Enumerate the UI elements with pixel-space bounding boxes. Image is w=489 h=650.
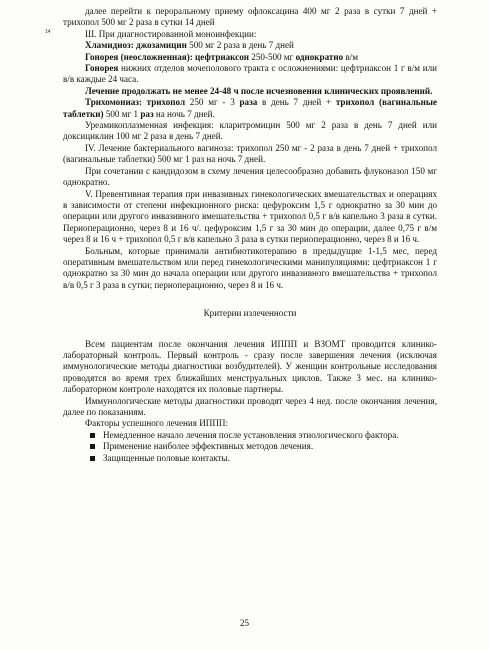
square-bullet-icon <box>90 456 95 461</box>
square-bullet-icon <box>90 444 95 449</box>
paragraph: далее перейти к пероральному приему офлоксацина 400 мг 2 раза в сутки 7 дней + трихопол 500 мг 2 раза в сутки 14 дней <box>63 6 437 28</box>
paragraph: V. Превентивная терапия при инвазивных гинекологических вмешательствах и операциях в зависимости от степени инфекционного риска: цефуроксим 1,5 г однократно за 30 мин до операции или другого инвазивного вмешательства + трихопол 0,5 г в/в капельно 3 раза в сутки. Периоперационно, через 8 и 16 ч/. цефуроксим 1,5 г за 30 мин до операции, далее 0,75 г в/м через 8 и 16 ч + трихопол 0,5 г в/в капельно 3 раза в сутки периоперационно, через 8 и 16 ч. <box>63 188 437 245</box>
page-number: 25 <box>239 618 250 628</box>
paragraph: Иммунологические методы диагностики проводят через 4 нед. после окончания лечения, далее по показаниям. <box>63 395 437 417</box>
bold-label: раз <box>140 108 154 119</box>
text-span: 500 мг 1 <box>103 108 141 119</box>
text-span: в/м <box>343 51 359 62</box>
section-heading: Критерии излеченности <box>203 308 297 319</box>
square-bullet-icon <box>90 433 95 438</box>
list-item-text: Применение наиболее эффективных методов лечения. <box>103 441 314 452</box>
paragraph: Факторы успешного лечения ИППП: <box>85 418 229 429</box>
text-column <box>63 6 437 464</box>
text-span: 500 мг 2 раза в день 7 дней <box>186 40 294 51</box>
paragraph: IV. Лечение бактериального вагиноза: трихопол 250 мг - 2 раза в день 7 дней + трихопол (вагинальные таблетки) 500 мг 1 раз на ночь 7 дней. <box>63 142 437 165</box>
list-item-text: Защищенные половые контакты. <box>103 452 230 463</box>
paragraph <box>63 40 437 51</box>
bold-label: Трихомониаз: трихопол <box>85 97 186 108</box>
paragraph <box>63 63 437 86</box>
margin-mark: 14 <box>45 29 51 35</box>
bold-label: раза <box>239 97 258 108</box>
bold-label: трихопол (вагинальные таблетки) <box>63 97 437 119</box>
list-item-text: Немедленное начало лечения после установления этиологического фактора. <box>103 429 399 440</box>
list-item <box>90 430 437 441</box>
list-item <box>90 453 437 464</box>
text-span: 250-500 мг <box>249 51 296 62</box>
bold-label: Хламидиоз: джозамицин <box>85 40 187 51</box>
bold-label: однократно <box>295 51 344 62</box>
paragraph <box>63 97 437 120</box>
paragraph: Больным, которые принимали антибиотикотерапию в предыдущие 1-1,5 мес, перед оперативным вмешательством или перед гинекологическими манипуляциями: цефтриаксон 1 г однократно за 30 мин до начала операции или другого инвазивного вмешательства + трихопол в/в 0,5 г 3 раза в сутки; периоперационно, через 8 и 16 ч. <box>63 245 437 290</box>
bold-label: Гонорея <box>85 63 119 74</box>
bullet-list <box>63 430 437 464</box>
bold-label: Гонорея (неосложненная): цефтриаксон <box>85 51 249 62</box>
paragraph: Всем пациентам после окончания лечения ИППП и ВЗОМТ проводится клинико-лабораторный контроль. Первый контроль - сразу после завершения лечения (исключая иммунологические методы диагностики возбудителей). У женщин контрольные исследования проводятся во время трех ближайших менструальных циклов. Также 3 мес. на клинико-лабораторном контроле находятся их половые партнеры. <box>63 338 437 395</box>
paragraph: Лечение продолжать не менее 24-48 ч после исчезновения клинических проявлений. <box>85 85 433 96</box>
paragraph: Ш. При диагностированной моноинфекции: <box>85 28 257 39</box>
text-span: 250 мг - 3 <box>185 97 240 108</box>
list-item <box>90 441 437 452</box>
paragraph: При сочетании с кандидозом в схему лечения целесообразно добавить флуконазол 150 мг однократно. <box>63 165 437 188</box>
text-span: в день 7 дней + <box>257 97 336 108</box>
text-span: нижних отделов мочеполового тракта с осложнениями: цефтриаксон 1 г в/м или в/в каждые 24 часа. <box>63 63 437 85</box>
paragraph <box>63 52 437 63</box>
text-span: на ночь 7 дней. <box>153 108 215 119</box>
paragraph: Уреамикоплазменная инфекция: кларитромицин 500 мг 2 раза в день 7 дней или доксициклин 100 мг 2 раза в день 7 дней. <box>63 120 437 142</box>
